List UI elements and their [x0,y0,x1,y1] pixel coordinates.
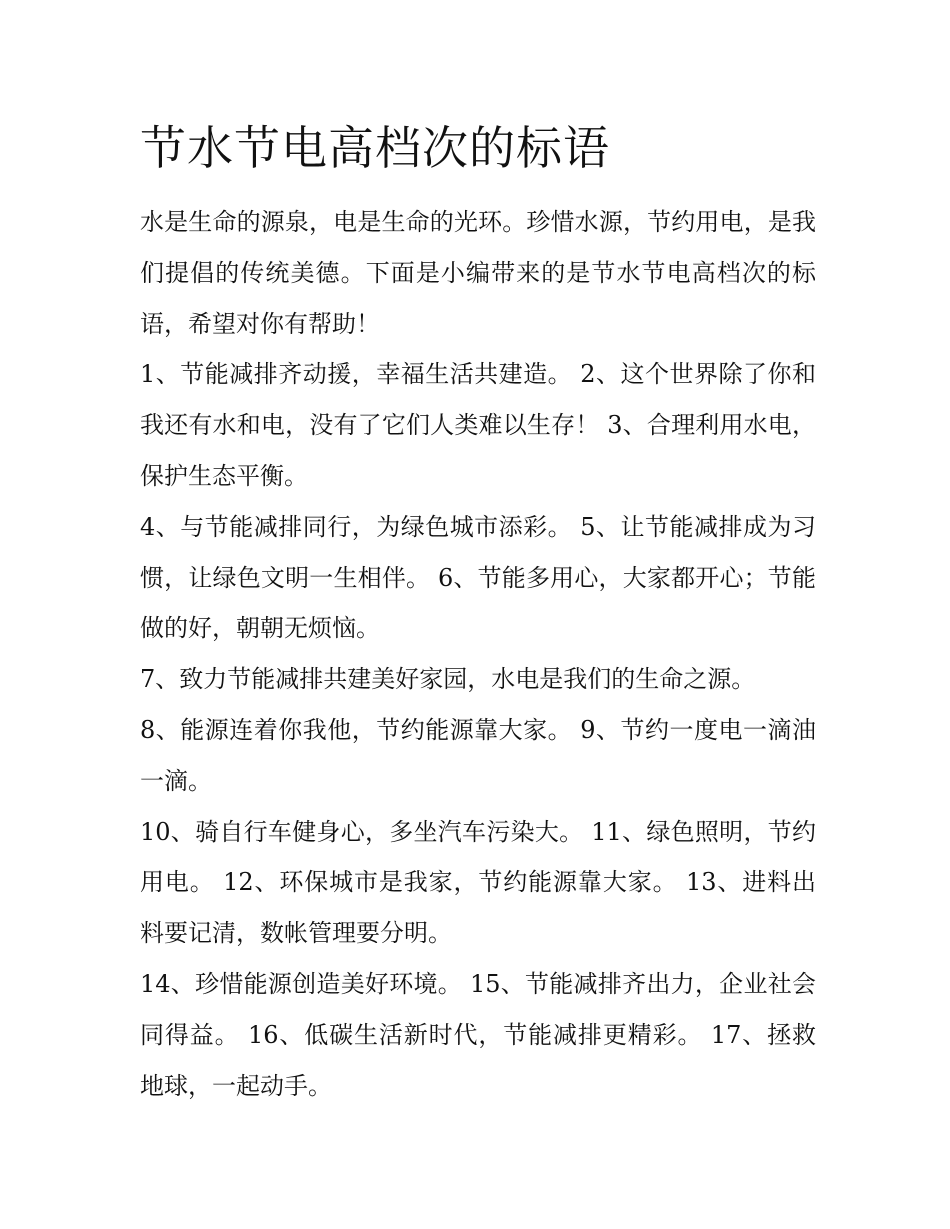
slogan-paragraph: 8、能源连着你我他，节约能源靠大家。 9、节约一度电一滴油一滴。 [140,715,816,795]
intro-paragraph: 水是生命的源泉，电是生命的光环。珍惜水源，节约用电，是我们提倡的传统美德。下面是小编带来的是节水节电高档次的标语，希望对你有帮助！ [140,208,816,338]
document-title: 节水节电高档次的标语 [140,121,610,175]
slogan-paragraph: 4、与节能减排同行，为绿色城市添彩。 5、让节能减排成为习惯，让绿色文明一生相伴。 6、节能多用心，大家都开心；节能做的好，朝朝无烦恼。 [140,512,816,643]
document-body [140,197,816,1111]
slogan-paragraph: 14、珍惜能源创造美好环境。 15、节能减排齐出力，企业社会同得益。 16、低碳生活新时代，节能减排更精彩。 17、拯救地球，一起动手。 [140,969,816,1100]
slogan-paragraph: 10、骑自行车健身心，多坐汽车污染大。 11、绿色照明，节约用电。 12、环保城市是我家，节约能源靠大家。 13、进料出料要记清，数帐管理要分明。 [140,817,816,948]
slogan-paragraph: 1、节能减排齐动援，幸福生活共建造。 2、这个世界除了你和我还有水和电，没有了它们人类难以生存！ 3、合理利用水电，保护生态平衡。 [140,360,816,490]
slogan-paragraph: 7、致力节能减排共建美好家园，水电是我们的生命之源。 [140,665,756,694]
